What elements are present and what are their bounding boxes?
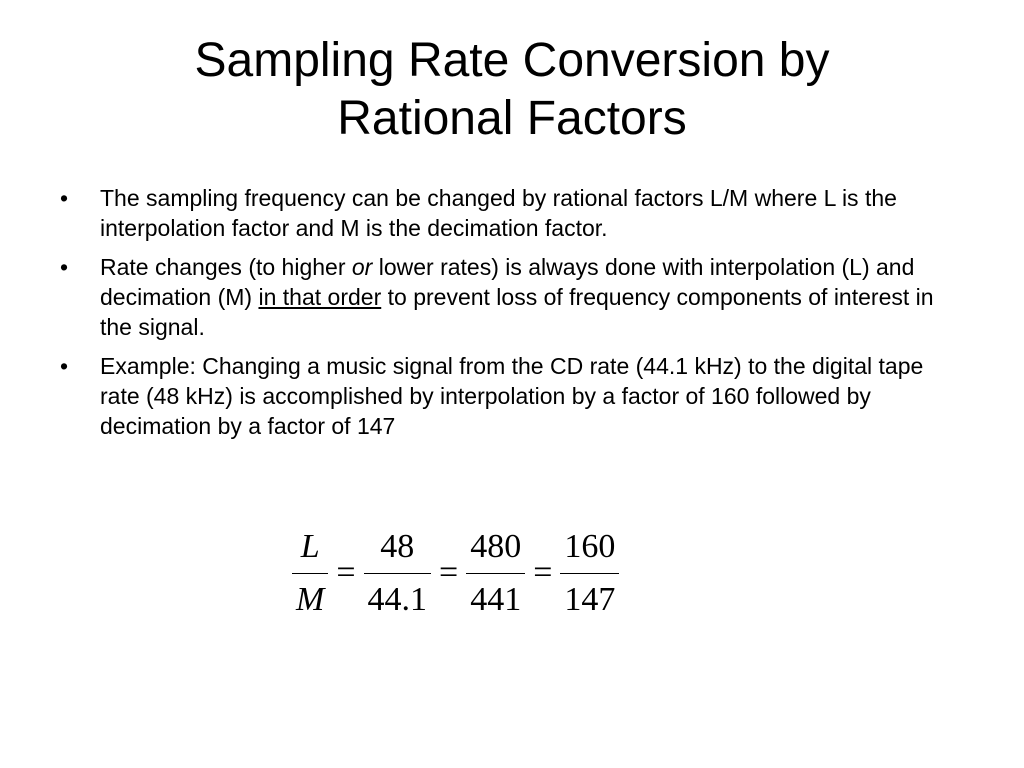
bullet-text-part-3: to prevent loss of frequency components of interest in the signal.	[100, 284, 934, 340]
fraction-denominator: 147	[564, 580, 616, 618]
title-line-2: Rational Factors	[337, 92, 687, 145]
bullet-text-part-1: Rate changes (to higher	[100, 254, 352, 280]
fraction-48-over-44-1	[364, 527, 432, 620]
fraction-bar	[560, 573, 619, 574]
fraction-denominator: 44.1	[367, 580, 428, 618]
bullet-marker: •	[60, 185, 69, 211]
bullet-text: Example: Changing a music signal from the CD rate (44.1 kHz) to the digital tape rate (48 kHz) is accomplished by interpolation by a factor of 160 followed by decimation by a factor of 147	[100, 353, 924, 439]
equals-sign: =	[533, 554, 553, 591]
fraction-bar	[292, 573, 328, 574]
fraction-numerator: 480	[470, 527, 522, 565]
fraction-numerator: L	[300, 527, 320, 565]
equals-sign: =	[336, 554, 356, 591]
bullet-item-1	[60, 183, 960, 243]
title-line-1: Sampling Rate Conversion by	[194, 34, 830, 87]
fraction-480-over-441	[466, 527, 525, 620]
slide-title	[0, 32, 1024, 148]
bullet-item-3	[60, 351, 960, 441]
fraction-bar	[466, 573, 525, 574]
fraction-denominator: 441	[470, 580, 522, 618]
bullet-text-part-2: lower rates) is always done with interpolation (L) and decimation (M)	[100, 254, 915, 310]
fraction-numerator: 48	[380, 527, 415, 565]
bullet-text: The sampling frequency can be changed by rational factors L/M where L is the interpolation factor and M is the decimation factor.	[100, 185, 897, 241]
bullet-underlined: in that order	[258, 284, 382, 310]
bullet-emphasis: or	[351, 254, 373, 280]
fraction-bar	[364, 573, 432, 574]
bullet-item-2	[60, 252, 960, 342]
ratio-equation	[292, 523, 619, 623]
bullet-marker: •	[60, 353, 69, 379]
bullet-marker: •	[60, 254, 69, 280]
fraction-160-over-147	[560, 527, 619, 620]
fraction-l-over-m	[292, 527, 328, 620]
fraction-numerator: 160	[564, 527, 616, 565]
bullet-list	[60, 183, 960, 450]
fraction-denominator: M	[296, 580, 325, 618]
equals-sign: =	[439, 554, 459, 591]
